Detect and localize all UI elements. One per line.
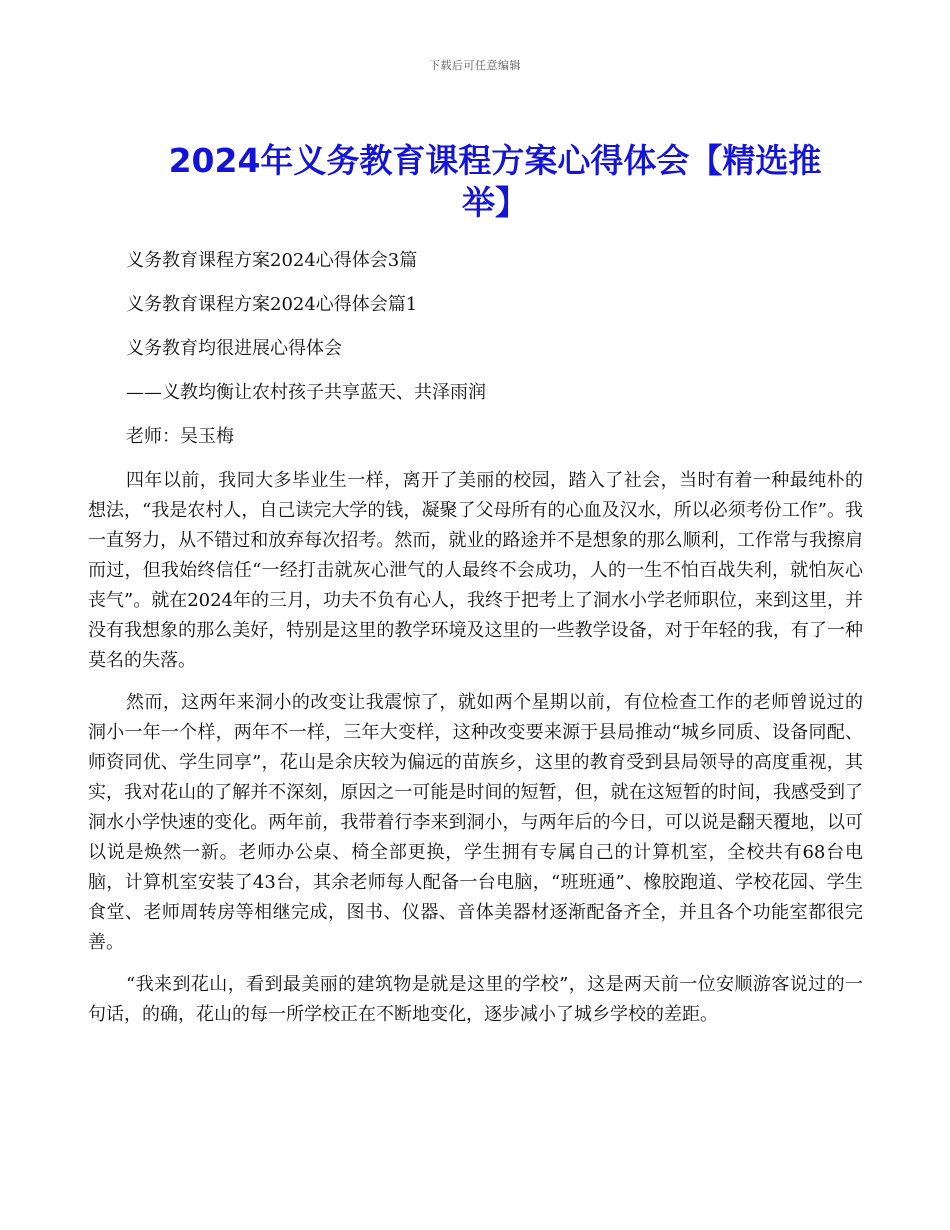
author-line: 老师：吴玉梅 (126, 426, 234, 447)
body-paragraph-1: 四年以前，我同大多毕业生一样，离开了美丽的校园，踏入了社会，当时有着一种最纯朴的想法，“我是农村人，自己读完大学的钱，凝聚了父母所有的心血及汉水，所以必须考份工作”。我一直努力，从不错过和放弃每次招考。然而，就业的路途并不是想象的那么顺利，工作常与我擦肩而过，但我始终信任“一经打击就灰心泄气的人最终不会成功，人的一生不怕百战失利，就怕灰心丧气”。就在2024年的三月，功夫不负有心人，我终于把考上了洞水小学老师职位，来到这里，并没有我想象的那么美好，特别是这里的教学环境及这里的一些教学设备，对于年轻的我，有了一种莫名的失落。 (88, 470, 864, 671)
article-title: 义务教育均很进展心得体会 (126, 338, 342, 359)
article-subtitle: ——义教均衡让农村孩子共享蓝天、共泽雨润 (126, 382, 486, 403)
document-title: 2024年义务教育课程方案心得体会【精选推举】 (168, 141, 822, 222)
body-paragraph-3: “我来到花山，看到最美丽的建筑物是就是这里的学校”，这是两天前一位安顺游客说过的一句话，的确，花山的每一所学校正在不断地变化，逐步减小了城乡学校的差距。 (88, 974, 863, 1025)
header-note: 下载后可任意编辑 (429, 59, 521, 72)
section-heading: 义务教育课程方案2024心得体会篇1 (126, 294, 418, 315)
body-paragraph-2: 然而，这两年来洞小的改变让我震惊了，就如两个星期以前，有位检查工作的老师曾说过的洞小一年一个样，两年不一样，三年大变样，这种改变要来源于县局推动“城乡同质、设备同配、师资同优、学生同享”，花山是余庆较为偏远的苗族乡，这里的教育受到县局领导的高度重视，其实，我对花山的了解并不深刻，原因之一可能是时间的短暂，但，就在这短暂的时间，我感受到了洞水小学快速的变化。两年前，我带着行李来到洞小，与两年后的今日，可以说是翻天覆地，以可以说是焕然一新。老师办公桌、椅全部更换，学生拥有专属自己的计算机室，全校共有68台电脑，计算机室安装了43台，其余老师每人配备一台电脑，“班班通”、橡胶跑道、学校花园、学生食堂、老师周转房等相继完成，图书、仪器、音体美器材逐渐配备齐全，并且各个功能室都很完善。 (88, 692, 863, 953)
document-body (88, 246, 863, 1030)
subtitle-line: 义务教育课程方案2024心得体会3篇 (126, 250, 418, 271)
